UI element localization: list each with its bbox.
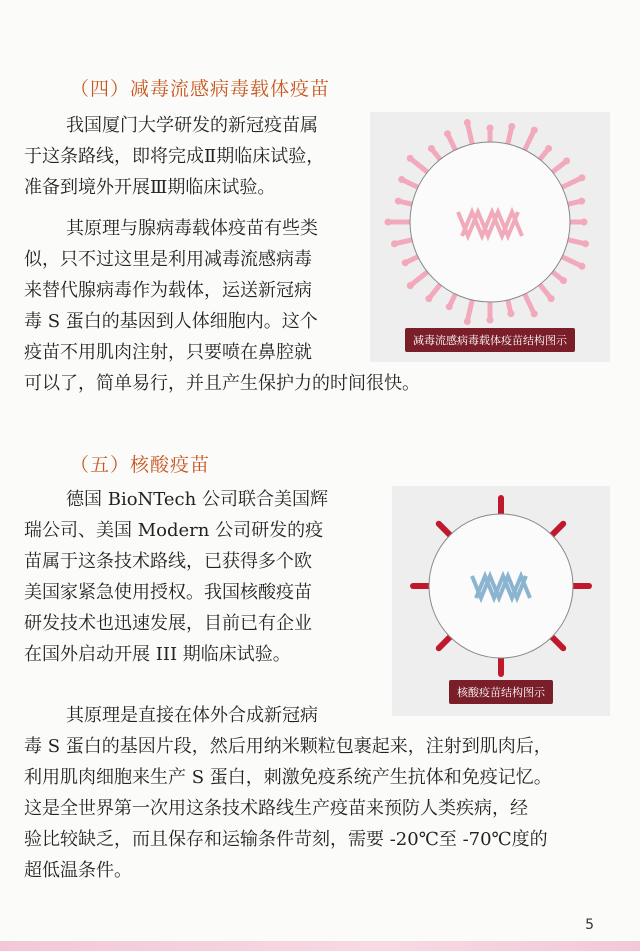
flu-spike-head bbox=[428, 145, 435, 152]
flu-spike-head bbox=[578, 198, 585, 205]
flu-virus-diagram bbox=[370, 112, 610, 332]
flu-spike-head bbox=[425, 295, 432, 302]
text-line: 利用肌肉细胞来生产 S 蛋白，刺激免疫系统产生抗体和免疫记忆。 bbox=[24, 767, 552, 788]
flu-spike-head bbox=[531, 310, 538, 317]
flu-vector-vaccine-figure bbox=[370, 112, 610, 362]
flu-spike-head bbox=[581, 219, 588, 226]
section4-paragraph-2 bbox=[24, 213, 420, 399]
text-line: 疫苗不用肌肉注射，只要喷在鼻腔就 bbox=[24, 342, 312, 363]
text-line: 验比较缺乏，而且保存和运输条件苛刻，需要 -20℃至 -70℃度的 bbox=[24, 829, 548, 850]
flu-spike-head bbox=[487, 125, 494, 132]
flu-spike-head bbox=[531, 127, 538, 134]
flu-spike-head bbox=[395, 198, 402, 205]
flu-spike-head bbox=[560, 277, 567, 284]
section5-paragraph-2 bbox=[24, 700, 552, 886]
text-line: 其原理是直接在体外合成新冠病 bbox=[66, 705, 318, 726]
text-line: 于这条路线，即将完成Ⅱ期临床试验， bbox=[24, 146, 325, 167]
section5-paragraph-1 bbox=[24, 484, 328, 670]
flu-spike-head bbox=[578, 174, 585, 181]
text-line: 在国外启动开展 III 期临床试验。 bbox=[24, 644, 291, 665]
text-line: 这是全世界第一次用这条技术路线生产疫苗来预防人类疾病，经 bbox=[24, 798, 528, 819]
flu-spike-head bbox=[407, 155, 414, 162]
text-line: 德国 BioNTech 公司联合美国辉 bbox=[66, 489, 328, 510]
mrna-particle-diagram bbox=[392, 486, 610, 686]
text-line: 来替代腺病毒作为载体，运送新冠病 bbox=[24, 280, 312, 301]
flu-spike-head bbox=[578, 263, 585, 270]
flu-spike-head bbox=[398, 176, 405, 183]
figure-caption: 减毒流感病毒载体疫苗结构图示 bbox=[405, 328, 575, 352]
text-line: 毒 S 蛋白的基因到人体细胞内。这个 bbox=[24, 311, 318, 332]
section5-heading: （五）核酸疫苗 bbox=[70, 454, 211, 476]
text-line: 似，只不过这里是利用减毒流感病毒 bbox=[24, 249, 312, 270]
section4-paragraph-1 bbox=[24, 110, 324, 203]
flu-spike-head bbox=[391, 240, 398, 247]
flu-spike-head bbox=[444, 130, 451, 137]
text-line: 毒 S 蛋白的基因片段，然后用纳米颗粒包裹起来，注射到肌肉后， bbox=[24, 736, 552, 757]
text-line: 瑞公司、美国 Modern 公司研发的疫 bbox=[24, 520, 324, 541]
flu-spike-head bbox=[548, 295, 555, 302]
text-line: 可以了，简单易行，并且产生保护力的时间很快。 bbox=[24, 373, 420, 394]
text-line: 苗属于这条技术路线，已获得多个欧 bbox=[24, 551, 312, 572]
text-line: 其原理与腺病毒载体疫苗有些类 bbox=[66, 218, 318, 239]
text-line: 研发技术也迅速发展，目前已有企业 bbox=[24, 613, 312, 634]
mrna-vaccine-figure bbox=[392, 486, 610, 716]
flu-spike-head bbox=[487, 317, 494, 324]
flu-spike-head bbox=[507, 310, 514, 317]
flu-spike-head bbox=[385, 219, 392, 226]
flu-spike-head bbox=[563, 157, 570, 164]
flu-spike-head bbox=[464, 318, 471, 325]
text-line: 超低温条件。 bbox=[24, 860, 132, 881]
text-line: 准备到境外开展Ⅲ期临床试验。 bbox=[24, 177, 276, 198]
flu-spike-head bbox=[582, 240, 589, 247]
flu-spike-head bbox=[545, 145, 552, 152]
flu-spike-head bbox=[446, 303, 453, 310]
flu-spike-head bbox=[402, 259, 409, 266]
footer-band bbox=[0, 941, 640, 951]
flu-spike-head bbox=[407, 282, 414, 289]
text-line: 我国厦门大学研发的新冠疫苗属 bbox=[66, 115, 318, 136]
figure-caption: 核酸疫苗结构图示 bbox=[449, 680, 553, 704]
section4-heading: （四）减毒流感病毒载体疫苗 bbox=[70, 78, 331, 100]
flu-spike-head bbox=[464, 119, 471, 126]
page-number: 5 bbox=[585, 917, 594, 933]
text-line: 美国家紧急使用授权。我国核酸疫苗 bbox=[24, 582, 312, 603]
flu-spike-head bbox=[508, 123, 515, 130]
